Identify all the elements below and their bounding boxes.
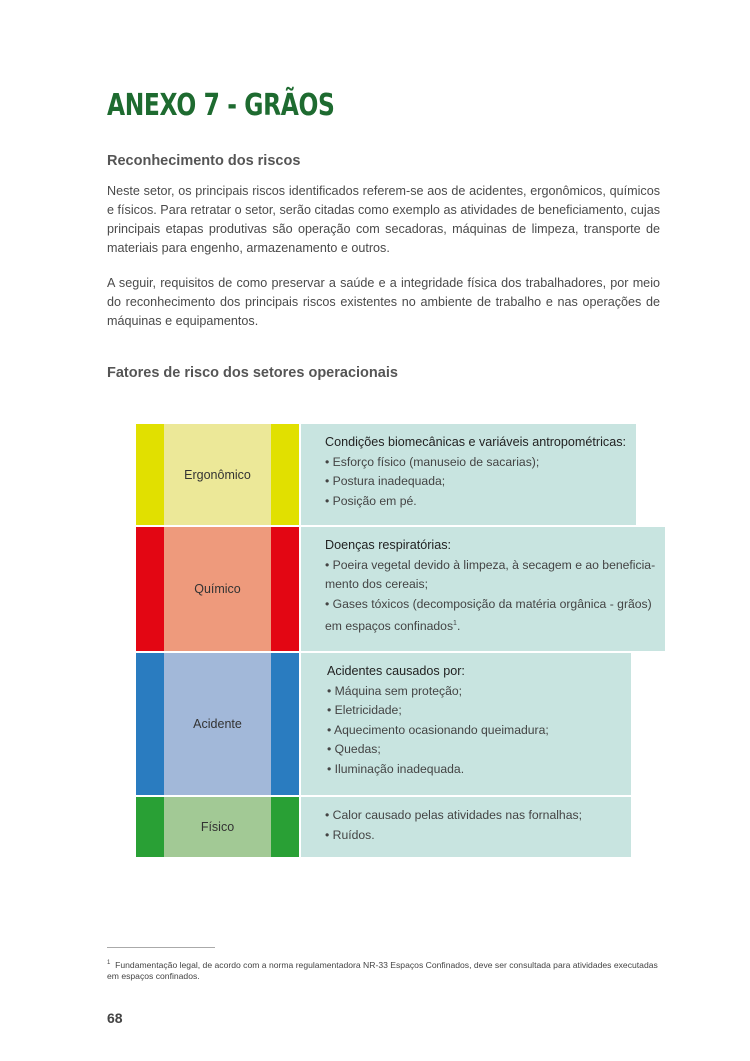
risk-description [301,424,636,525]
risk-color-bar [136,527,164,651]
risk-row-ergonomic [136,424,631,527]
risk-row-accident [136,653,631,797]
risk-item: em espaços confinados$^1$. [325,619,461,634]
risk-item: • Postura inadequada; [325,474,446,488]
risk-description-heading: Condições biomecânicas e variáveis antropométricas: [325,435,626,449]
footnote-reference[interactable]: 1 [453,620,457,627]
page-title: ANEXO 7 - GRÃOS [107,88,335,123]
section-heading-risk-factors: Fatores de risco dos setores operacionais [107,365,398,381]
risk-color-bar [271,527,299,651]
page-number: 68 [107,1010,123,1026]
risk-label: Químico [164,527,271,651]
risk-item: • Poeira vegetal devido à limpeza, à secagem e ao beneficia- [325,557,656,572]
risk-factors-table [136,424,656,857]
risk-item-text: em espaços confinados [325,619,454,634]
risk-description [301,653,631,795]
footnote-marker: 1 [107,960,111,966]
risk-description-heading: Doenças respiratórias: [325,538,451,552]
risk-label: Físico [164,797,271,857]
risk-item: • Eletricidade; [327,703,402,717]
paragraph-requirements: A seguir, requisitos de como preservar a saúde e a integridade física dos trabalhadores, por meio do reconhecimento dos principais riscos existentes no ambiente de trabalho e nas operações de máquinas e equipamentos. [107,276,660,328]
risk-color-bar [271,424,299,525]
risk-item: • Iluminação inadequada. [327,761,465,776]
footnote [107,958,667,982]
risk-row-chemical [136,527,656,653]
risk-item: mento dos cereais; [325,577,428,591]
risk-item: • Gases tóxicos (decomposição da matéria orgânica - grãos) [325,596,652,611]
paragraph-intro: Neste setor, os principais riscos identificados referem-se aos de acidentes, ergonômicos, químicos e físicos. Para retratar o setor, serão citadas como exemplo as atividades de beneficiamento, cujas principais etapas produtivas são operação com secadoras, máquinas de limpeza, transporte de materiais para engenho, armazenamento e outros. [107,184,660,255]
risk-item: • Posição em pé. [325,493,417,508]
risk-color-bar [136,424,164,525]
risk-item: • Máquina sem proteção; [327,683,463,698]
risk-row-physical [136,797,631,857]
risk-item: • Ruídos. [325,827,375,842]
footnote-divider [107,947,215,948]
footnote-text: Fundamentação legal, de acordo com a norma regulamentadora NR-33 Espaços Confinados, deve ser consultada para atividades executadas em espaços confinados. [107,959,658,981]
risk-color-bar [271,653,299,795]
risk-color-bar [136,797,164,857]
risk-description [301,527,665,651]
risk-label: Acidente [164,653,271,795]
risk-item: • Aquecimento ocasionando queimadura; [327,722,549,737]
risk-item: • Esforço físico (manuseio de sacarias); [325,454,540,469]
risk-description [301,797,631,857]
risk-description-heading: Acidentes causados por: [327,664,465,678]
risk-color-bar [271,797,299,857]
section-heading-recognition: Reconhecimento dos riscos [107,153,301,169]
risk-color-bar [136,653,164,795]
risk-label: Ergonômico [164,424,271,525]
risk-item: • Calor causado pelas atividades nas fornalhas; [325,808,582,822]
risk-item: • Quedas; [327,742,381,756]
